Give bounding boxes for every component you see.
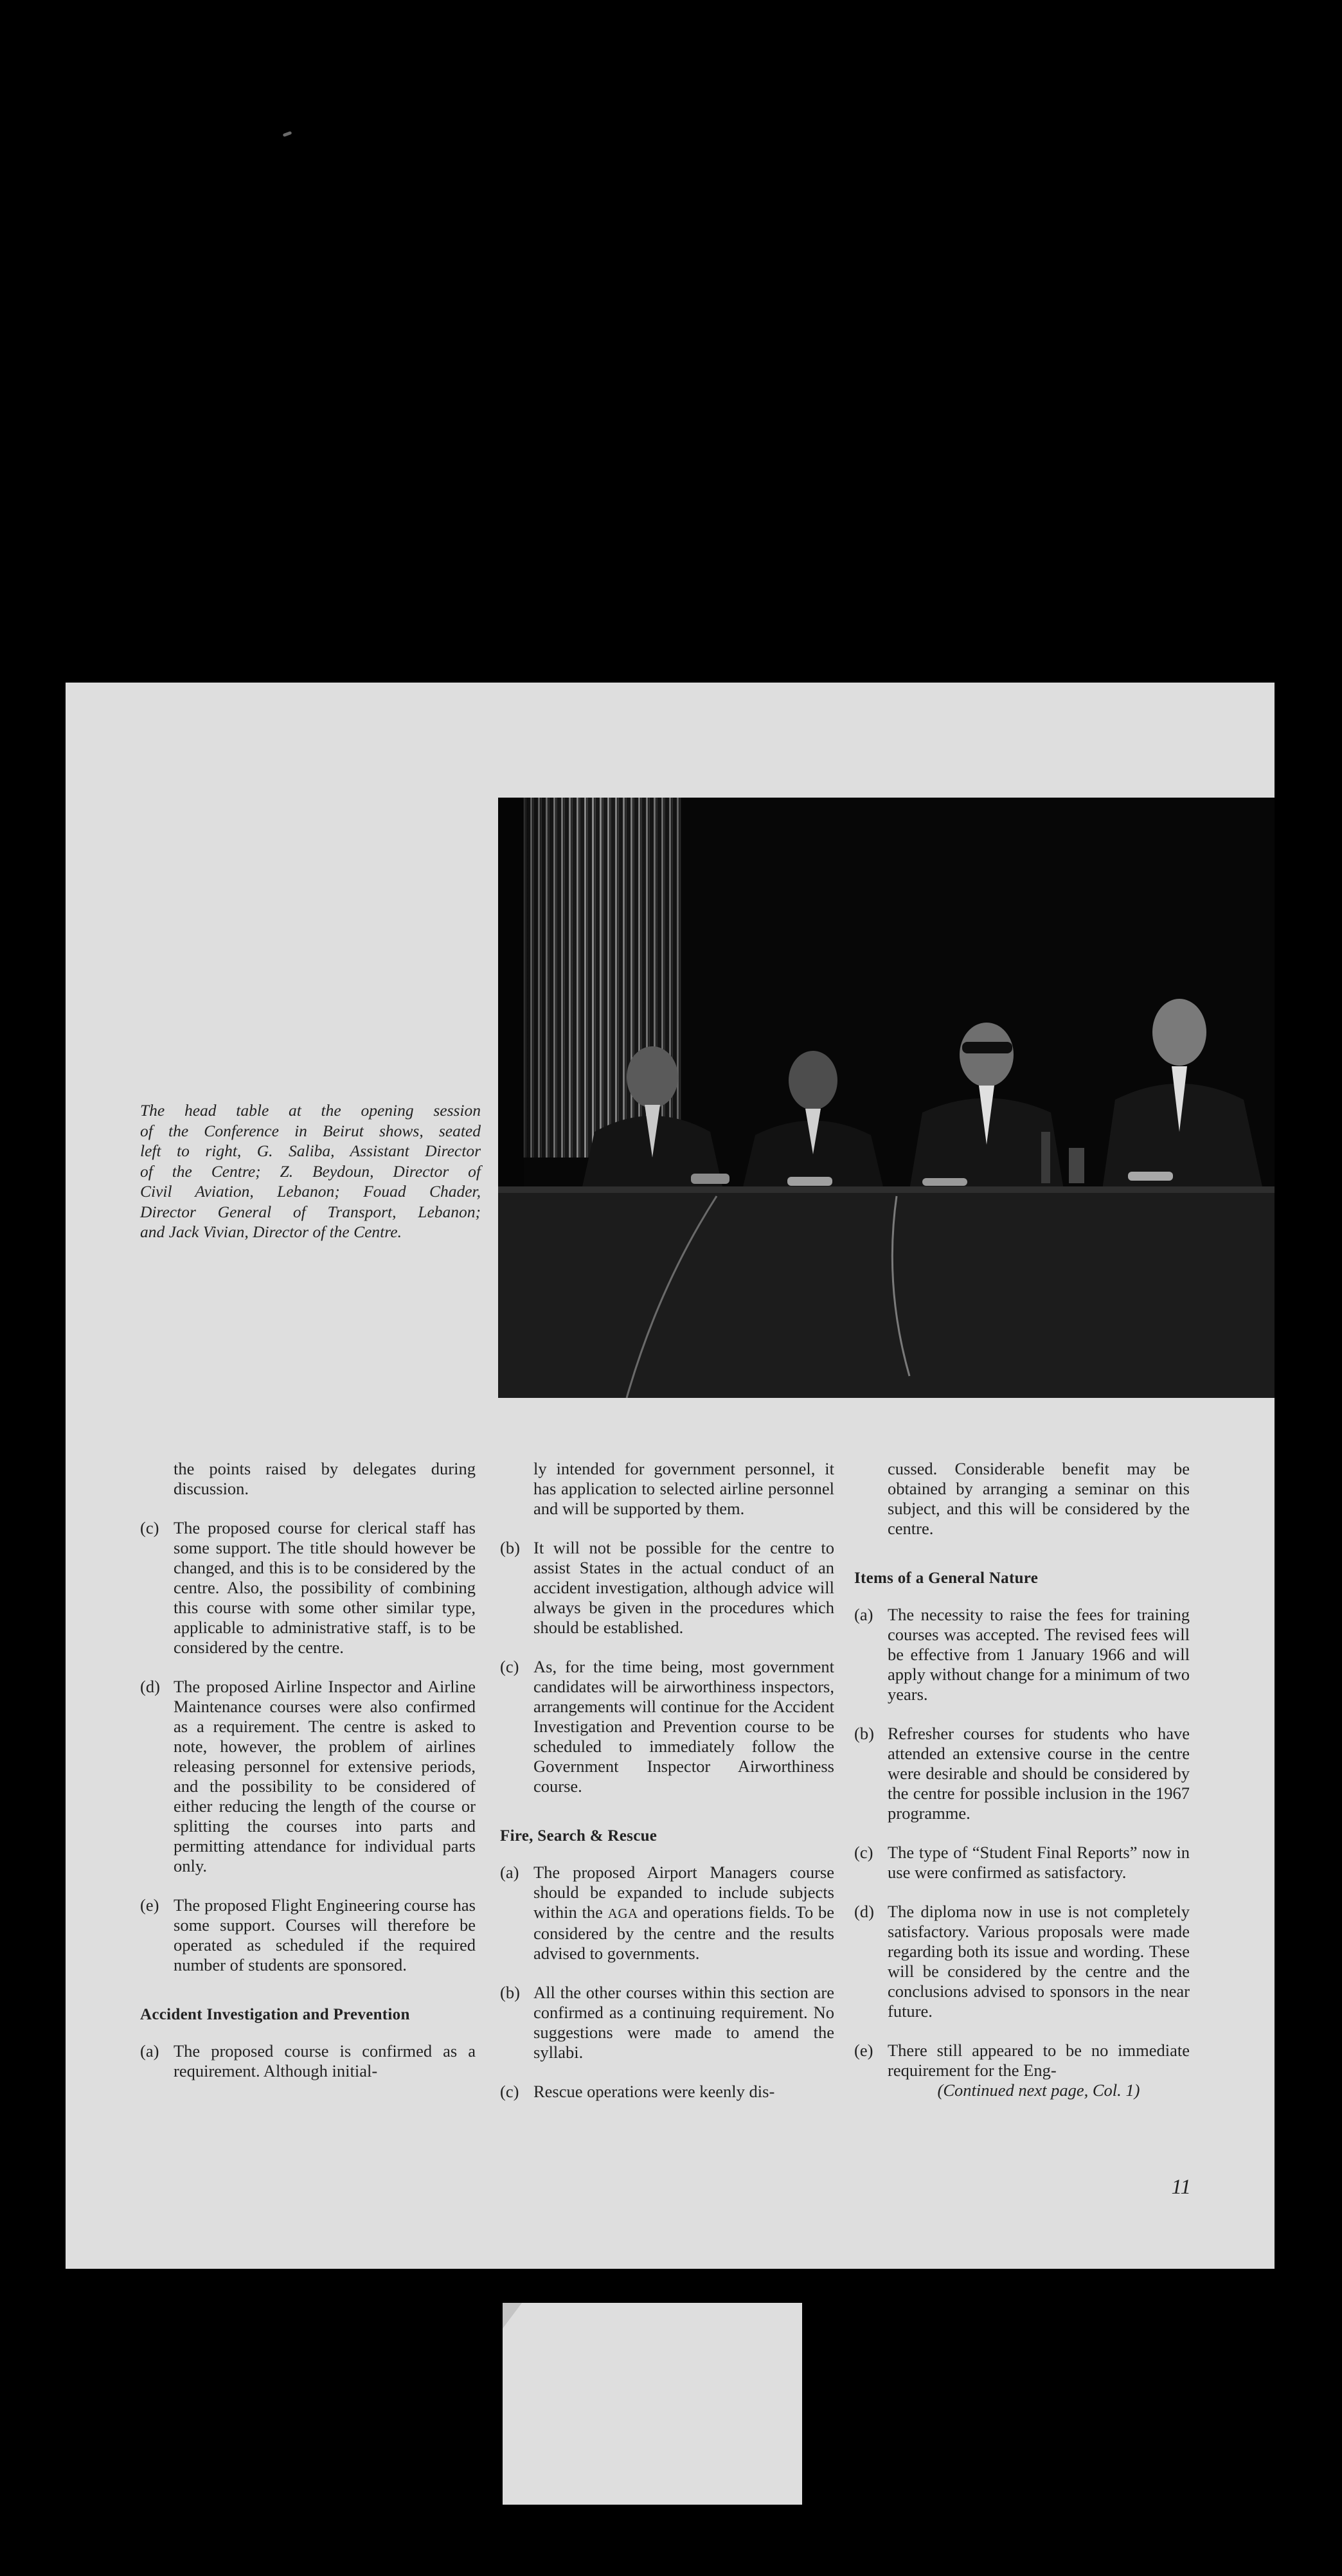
item-label: (a) xyxy=(140,2041,159,2061)
text-column-1 xyxy=(140,1459,476,2100)
continued-paragraph: ly intended for government personnel, it has application to selected airline personnel and will be supported by them. xyxy=(533,1459,834,1518)
item-label: (b) xyxy=(500,1983,520,2002)
list-item xyxy=(140,1895,476,1975)
caption-line: left to right, G. Saliba, Assistant Director xyxy=(140,1141,481,1160)
caption-line: Director General of Transport, Lebanon; xyxy=(140,1202,481,1221)
item-text: It will not be possible for the centre to assist States in the actual conduct of an accident investigation, although advice will always be given in the procedures which should be established. xyxy=(533,1538,834,1637)
continued-paragraph: cussed. Considerable benefit may be obtained by arranging a seminar on this subject, and this will be considered by the centre. xyxy=(888,1459,1190,1538)
item-label: (c) xyxy=(500,1657,519,1676)
caption-line: The head table at the opening session xyxy=(140,1101,481,1120)
item-text: The proposed course is confirmed as a requirement. Although initial- xyxy=(174,2041,476,2080)
item-text: All the other courses within this section are confirmed as a continuing requirement. No suggestions were made to amend the syllabi. xyxy=(533,1983,834,2062)
list-item xyxy=(854,1902,1190,2021)
item-label: (c) xyxy=(854,1843,873,1862)
list-item xyxy=(140,2041,476,2081)
list-item xyxy=(500,1538,834,1638)
item-label: (b) xyxy=(854,1724,874,1743)
text-column-3 xyxy=(854,1459,1190,2100)
item-text: Rescue operations were keenly dis- xyxy=(533,2082,775,2101)
list-item xyxy=(500,1863,834,1963)
document-page xyxy=(66,683,1275,2269)
list-item xyxy=(854,1724,1190,1823)
item-text: The diploma now in use is not completely satisfactory. Various proposals were made regarding both its issue and wording. These will be considered by the centre and the conclusions advised to sponsors in the near future. xyxy=(888,1902,1190,2021)
photo-caption xyxy=(140,1100,481,1242)
section-heading: Items of a General Nature xyxy=(854,1570,1039,1587)
item-text: The type of “Student Final Reports” now in use were confirmed as satisfactory. xyxy=(888,1843,1190,1882)
list-item xyxy=(140,1518,476,1658)
section-heading: Accident Investigation and Prevention xyxy=(140,2006,410,2023)
item-text: The proposed Flight Engineering course has some support. Courses will therefore be operated as scheduled if the required number of students are sponsored. xyxy=(174,1895,476,1974)
list-item xyxy=(854,2041,1190,2080)
calibration-card xyxy=(503,2303,802,2505)
item-text: The proposed course for clerical staff has some support. The title should however be changed, and this is to be considered by the centre. Also, the possibility of combining this course with some other similar type, applicable to administrative staff, is to be considered by the centre. xyxy=(174,1518,476,1657)
list-item xyxy=(500,1983,834,2062)
item-text-end: and operations fields. To be considered by the centre and the results advised to governments. xyxy=(533,1902,835,1963)
list-item xyxy=(500,2082,834,2102)
section-heading: Fire, Search & Rescue xyxy=(500,1827,658,1845)
aga-abbreviation: AGA xyxy=(607,1906,638,1921)
item-label: (b) xyxy=(500,1538,520,1557)
item-label: (d) xyxy=(140,1677,160,1696)
item-label: (c) xyxy=(500,2082,519,2101)
continued-paragraph: the points raised by delegates during discussion. xyxy=(174,1459,476,1498)
list-item xyxy=(854,1605,1190,1704)
caption-line: of the Conference in Beirut shows, seated xyxy=(140,1121,481,1140)
item-text: As, for the time being, most government candidates will be airworthiness inspectors, arrangements will continue for the Accident Investigation and Prevention course to be scheduled to immediately follow the Government Inspector Airworthiness course. xyxy=(533,1657,834,1796)
continued-note: (Continued next page, Col. 1) xyxy=(937,2080,1140,2100)
film-speck xyxy=(283,131,292,137)
text-column-2 xyxy=(500,1459,834,2121)
item-label: (e) xyxy=(140,1895,159,1915)
card-corner-fold xyxy=(503,2303,522,2329)
conference-photo-image xyxy=(498,798,1275,1398)
list-item xyxy=(854,1843,1190,1883)
item-text: The necessity to raise the fees for training courses was accepted. The revised fees will be effective from 1 January 1966 and will apply without change for a minimum of two years. xyxy=(888,1605,1190,1704)
caption-line: Civil Aviation, Lebanon; Fouad Chader, xyxy=(140,1182,481,1201)
caption-line: and Jack Vivian, Director of the Centre. xyxy=(140,1222,402,1241)
page-number: 11 xyxy=(1171,2176,1191,2199)
item-text: Refresher courses for students who have attended an extensive course in the centre were desirable and should be considered by the centre for possible inclusion in the 1967 programme. xyxy=(888,1724,1190,1823)
item-label: (a) xyxy=(500,1863,519,1882)
item-label: (e) xyxy=(854,2041,873,2060)
item-label: (d) xyxy=(854,1902,874,1921)
list-item xyxy=(500,1657,834,1796)
item-label: (c) xyxy=(140,1518,159,1537)
caption-line: of the Centre; Z. Beydoun, Director of xyxy=(140,1161,481,1181)
item-text-start: The proposed Airport Managers course should be expanded to include subjects within the xyxy=(533,1863,834,1922)
item-label: (a) xyxy=(854,1605,873,1624)
item-text: There still appeared to be no immediate requirement for the Eng- xyxy=(888,2041,1190,2080)
item-text: The proposed Airline Inspector and Airline Maintenance courses were also confirmed as a requirement. The centre is asked to note, however, the problem of airlines releasing personnel for extensive periods, and the possibility to be considered of either reducing the length of the course or splitting the courses into parts and permitting attendance for individual parts only. xyxy=(174,1677,476,1875)
conference-photo xyxy=(498,798,1275,1398)
list-item xyxy=(140,1677,476,1876)
